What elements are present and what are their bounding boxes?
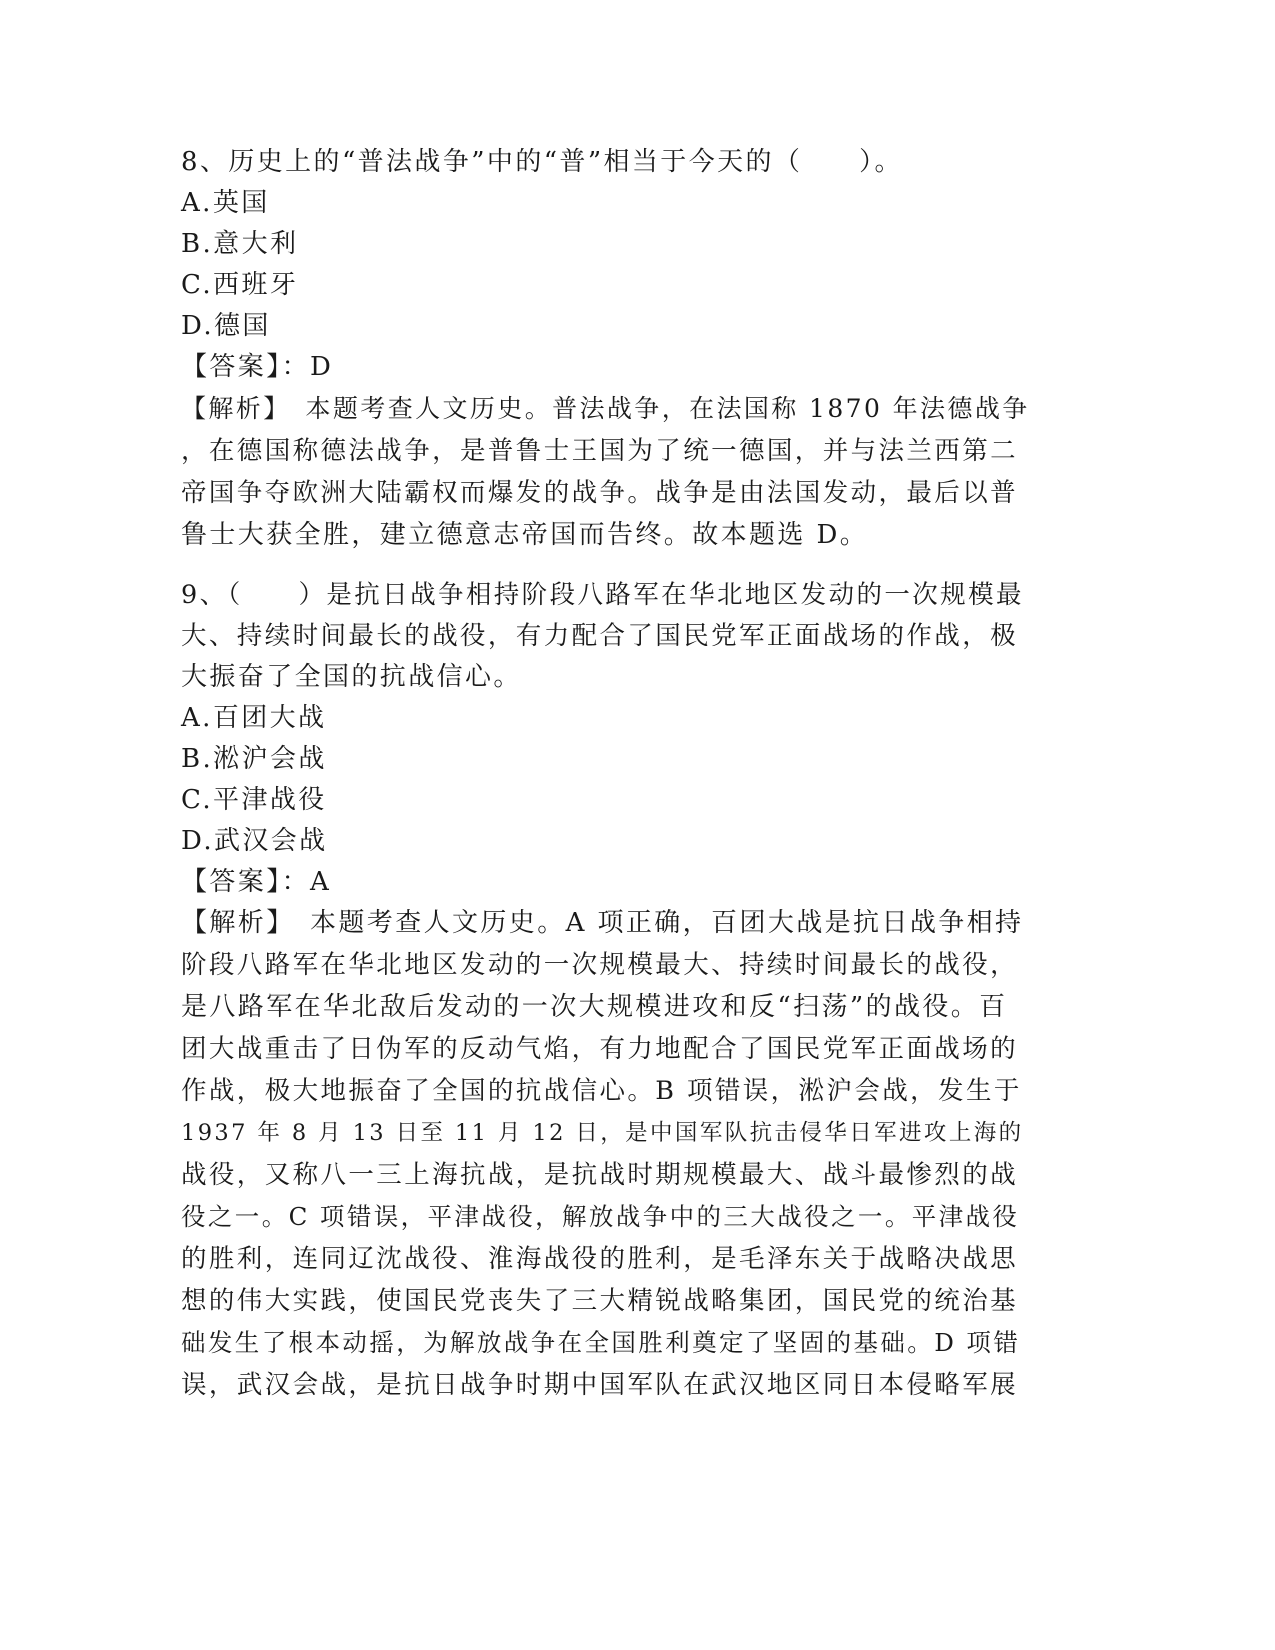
analysis-line: 是八路军在华北敌后发动的一次大规模进攻和反“扫荡”的战役。百 [181, 992, 1008, 1022]
analysis-line: 战役，又称八一三上海抗战，是抗战时期规模最大、战斗最惨烈的战 [181, 1160, 1019, 1190]
question-stem: 大、持续时间最长的战役，有力配合了国民党军正面战场的作战，极 [181, 621, 1019, 651]
option-c: C.西班牙 [181, 270, 299, 300]
option-b: B.意大利 [181, 229, 299, 259]
analysis-line: 【解析】 本题考查人文历史。普法战争，在法国称 1870 年法德战争 [181, 394, 1030, 423]
analysis-line: 误，武汉会战，是抗日战争时期中国军队在武汉地区同日本侵略军展 [181, 1370, 1019, 1400]
analysis-line: 阶段八路军在华北地区发动的一次规模最大、持续时间最长的战役， [181, 950, 1019, 980]
analysis-line: 想的伟大实践，使国民党丧失了三大精锐战略集团，国民党的统治基 [181, 1286, 1019, 1316]
option-d: D.德国 [181, 311, 271, 341]
question-stem: 9、（ ）是抗日战争相持阶段八路军在华北地区发动的一次规模最 [181, 580, 1024, 610]
analysis-line: 鲁士大获全胜，建立德意志帝国而告终。故本题选 D。 [181, 520, 869, 550]
option-b: B.淞沪会战 [181, 744, 327, 774]
analysis-line: 役之一。C 项错误，平津战役，解放战争中的三大战役之一。平津战役 [181, 1202, 1020, 1231]
analysis-line: 团大战重击了日伪军的反动气焰，有力地配合了国民党军正面战场的 [181, 1034, 1019, 1064]
answer: 【答案】：D [181, 352, 334, 382]
option-a: A.英国 [181, 188, 270, 218]
analysis-line: 1937 年 8 月 13 日至 11 月 12 日，是中国军队抗击侵华日军进攻上海的 [181, 1120, 1024, 1146]
question-stem: 8、历史上的“普法战争”中的“普”相当于今天的（ ）。 [181, 147, 903, 177]
option-d: D.武汉会战 [181, 826, 328, 856]
analysis-line: 的胜利，连同辽沈战役、淮海战役的胜利，是毛泽东关于战略决战思 [181, 1244, 1019, 1274]
analysis-line: 作战，极大地振奋了全国的抗战信心。B 项错误，淞沪会战，发生于 [181, 1076, 1022, 1106]
answer: 【答案】：A [181, 867, 332, 897]
analysis-line: 础发生了根本动摇，为解放战争在全国胜利奠定了坚固的基础。D 项错 [181, 1328, 1021, 1357]
option-a: A.百团大战 [181, 703, 327, 733]
option-c: C.平津战役 [181, 785, 327, 815]
analysis-line: 帝国争夺欧洲大陆霸权而爆发的战争。战争是由法国发动，最后以普 [181, 478, 1019, 508]
analysis-line: 【解析】 本题考查人文历史。A 项正确，百团大战是抗日战争相持 [181, 908, 1024, 938]
analysis-line: ，在德国称德法战争，是普鲁士王国为了统一德国，并与法兰西第二 [181, 436, 1019, 466]
question-stem: 大振奋了全国的抗战信心。 [181, 662, 522, 692]
